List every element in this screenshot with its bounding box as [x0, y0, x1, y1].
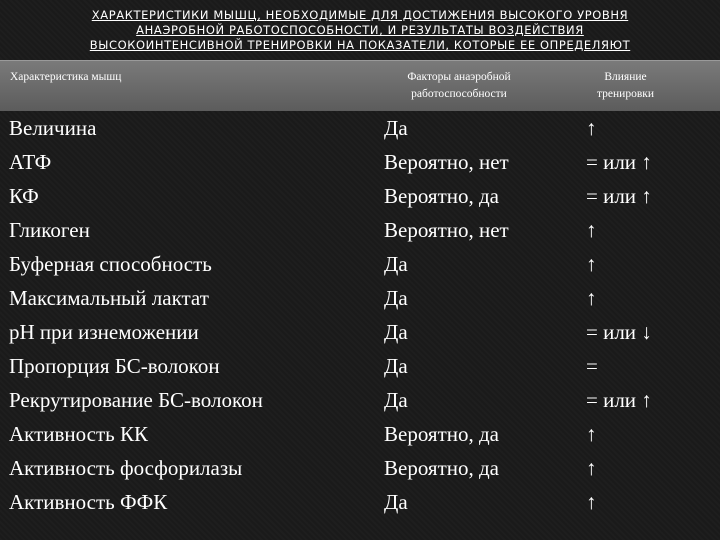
table-row: [0, 417, 720, 451]
cell-factor: Да: [384, 320, 408, 344]
table-row: [0, 349, 720, 383]
cell-factor: Вероятно, нет: [384, 150, 509, 174]
cell-influence: =: [586, 354, 598, 378]
cell-characteristic: Буферная способность: [9, 252, 212, 276]
cell-factor: Да: [384, 286, 408, 310]
header-influence: [578, 69, 673, 103]
cell-influence: ↑: [586, 422, 597, 446]
cell-influence: ↑: [586, 286, 597, 310]
cell-influence: = или ↑: [586, 150, 652, 174]
table-row: [0, 111, 720, 145]
cell-factor: Вероятно, да: [384, 422, 500, 446]
cell-characteristic: КФ: [9, 184, 39, 208]
slide-title-line-1: ХАРАКТЕРИСТИКИ МЫШЦ, НЕОБХОДИМЫЕ ДЛЯ ДОСТИЖЕНИЯ ВЫСОКОГО УРОВНЯ: [91, 8, 629, 22]
slide-title-line-2: АНАЭРОБНОЙ РАБОТОСПОСОБНОСТИ, И РЕЗУЛЬТАТЫ ВОЗДЕЙСТВИЯ: [136, 23, 584, 37]
table-body: [0, 111, 720, 519]
slide-title-line-3: ВЫСОКОИНТЕНСИВНОЙ ТРЕНИРОВКИ НА ПОКАЗАТЕЛИ, КОТОРЫЕ ЕЕ ОПРЕДЕЛЯЮТ: [89, 38, 631, 52]
cell-influence: = или ↑: [586, 184, 652, 208]
cell-characteristic: АТФ: [9, 150, 52, 174]
cell-factor: Вероятно, нет: [384, 218, 509, 242]
header-factors-line-2: работоспособности: [411, 88, 507, 100]
table-row: [0, 451, 720, 485]
muscle-characteristics-table: [0, 60, 720, 519]
cell-characteristic: Максимальный лактат: [9, 286, 209, 310]
cell-factor: Да: [384, 388, 408, 412]
header-influence-line-1: Влияние: [604, 71, 647, 83]
cell-factor: Вероятно, да: [384, 184, 500, 208]
cell-factor: Да: [384, 116, 408, 140]
cell-characteristic: Гликоген: [9, 218, 90, 242]
table-row: [0, 383, 720, 417]
header-factors-line-1: Факторы анаэробной: [407, 71, 511, 83]
cell-influence: = или ↓: [586, 320, 652, 344]
cell-influence: = или ↑: [586, 388, 652, 412]
cell-influence: ↑: [586, 490, 597, 514]
table-row: [0, 247, 720, 281]
cell-characteristic: Пропорция БС-волокон: [9, 354, 220, 378]
cell-factor: Да: [384, 252, 408, 276]
table-row: [0, 213, 720, 247]
cell-influence: ↑: [586, 116, 597, 140]
cell-factor: Да: [384, 354, 408, 378]
cell-characteristic: Рекрутирование БС-волокон: [9, 388, 263, 412]
table-row: [0, 179, 720, 213]
cell-factor: Да: [384, 490, 408, 514]
cell-characteristic: Активность ФФК: [9, 490, 168, 514]
table-header: [0, 60, 720, 111]
table-row: [0, 485, 720, 519]
cell-characteristic: рН при изнеможении: [9, 320, 199, 344]
cell-factor: Вероятно, да: [384, 456, 500, 480]
cell-characteristic: Активность фосфорилазы: [9, 456, 243, 480]
cell-characteristic: Активность КК: [9, 422, 149, 446]
cell-influence: ↑: [586, 456, 597, 480]
cell-characteristic: Величина: [9, 116, 97, 140]
cell-influence: ↑: [586, 252, 597, 276]
slide-title: [20, 8, 700, 53]
cell-influence: ↑: [586, 218, 597, 242]
table-row: [0, 281, 720, 315]
header-factors: [384, 69, 534, 103]
table-row: [0, 315, 720, 349]
header-influence-line-2: тренировки: [596, 88, 654, 100]
header-characteristic: Характеристика мышц: [10, 71, 122, 83]
table-row: [0, 145, 720, 179]
